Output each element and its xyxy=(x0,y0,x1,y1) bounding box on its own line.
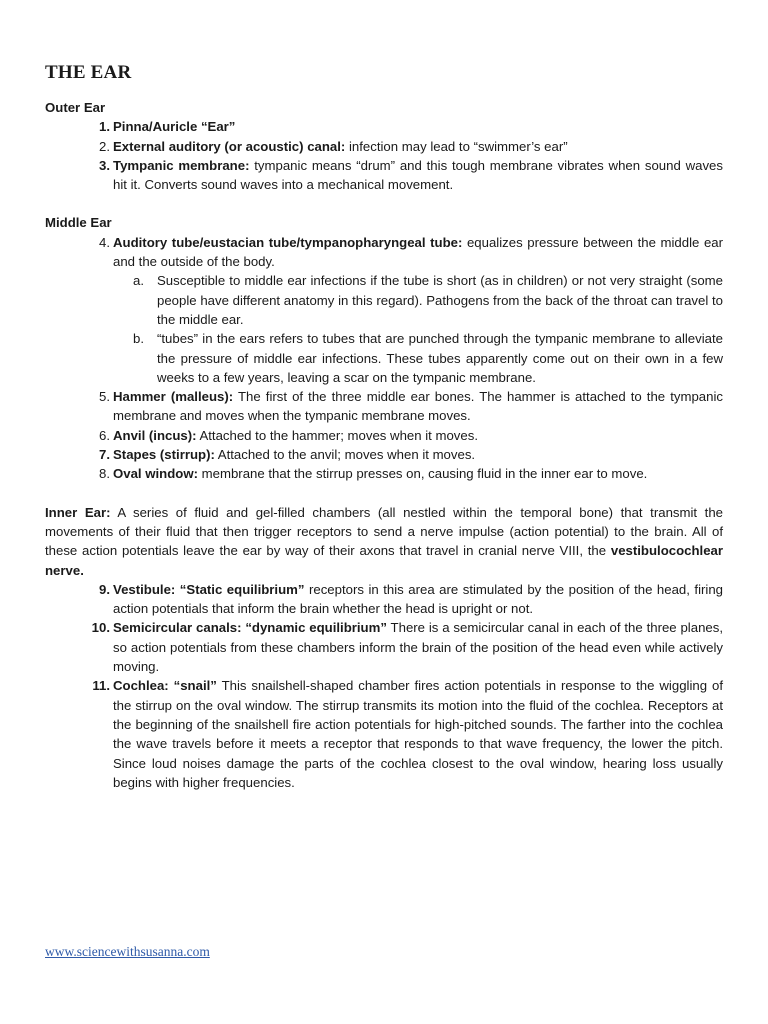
list-item xyxy=(45,117,723,136)
list-item xyxy=(45,580,723,619)
item-text: infection may lead to “swimmer’s ear” xyxy=(345,138,568,154)
website-link[interactable]: www.sciencewithsusanna.com xyxy=(45,944,210,959)
item-term: Anvil (incus): xyxy=(113,427,197,443)
item-text: The first of the three middle ear bones. The hammer is attached to the tympanic membrane and moves when the tympanic membrane moves. xyxy=(113,389,723,424)
item-term: Vestibule: “Static equilibrium” xyxy=(113,581,305,597)
inner-ear-intro-text: A series of fluid and gel-filled chambers (all nestled within the temporal bone) that transmit the movements of their fluid that then trigger receptors to send a nerve impulse (action potential) to the brain. All of these action potentials leave the ear by way of their axons that travel in cranial nerve VIII, the xyxy=(45,504,723,559)
list-item xyxy=(45,156,723,195)
item-number: 4. xyxy=(99,234,110,250)
list-item xyxy=(45,445,723,464)
document-page xyxy=(45,58,723,792)
list-item xyxy=(45,233,723,272)
item-term: Oval window: xyxy=(113,466,198,482)
sub-item-letter: b. xyxy=(133,331,144,347)
page-title: THE EAR xyxy=(45,62,132,83)
sub-item-text: “tubes” in the ears refers to tubes that are punched through the tympanic membrane to alleviate the pressure of middle ear infections. These tubes apparently come out on their own in a few weeks to a few years, leaving a scar on the tympanic membrane. xyxy=(157,331,723,385)
item-number: 6. xyxy=(99,427,110,443)
item-text: equalizes pressure between the middle ear and the outside of the body. xyxy=(113,234,724,270)
sub-list-item xyxy=(45,329,723,387)
list-item xyxy=(45,426,723,445)
item-number: 11. xyxy=(92,678,110,694)
item-number: 9. xyxy=(99,581,110,597)
item-number: 7. xyxy=(99,447,110,463)
item-text: membrane that the stirrup presses on, causing fluid in the inner ear to move. xyxy=(198,466,648,482)
item-text: This snailshell-shaped chamber fires action potentials in response to the wiggling of the stirrup on the oval window. The stirrup transmits its motion into the fluid of the cochlea. Receptors at the beginning of the snailshell fire action potentials for high-pitched sounds. The farther into the cochlea the wave travels before it meets a receptor that responds to that wave frequency, the lower the pitch. Since loud noises damage the parts of the cochlea closest to the oval window, hearing loss usually begins with higher frequencies. xyxy=(113,678,723,790)
item-text: tympanic means “drum” and this tough membrane vibrates when sound waves hit it. Converts sound waves into a mechanical movement. xyxy=(113,157,723,193)
item-text: There is a semicircular canal in each of the three planes, so action potentials from these chambers inform the brain of the position of the head even while actively moving. xyxy=(113,620,724,675)
list-item xyxy=(45,387,723,426)
item-term: Stapes (stirrup): xyxy=(113,447,215,463)
item-number: 1. xyxy=(99,119,110,135)
item-number: 5. xyxy=(99,389,110,405)
item-term: Semicircular canals: “dynamic equilibrium” xyxy=(113,620,387,636)
item-number: 3. xyxy=(99,157,110,173)
item-term: Cochlea: “snail” xyxy=(113,678,217,694)
item-number: 8. xyxy=(99,466,110,482)
list-item xyxy=(45,137,723,156)
list-item xyxy=(45,618,723,676)
item-term: Auditory tube/eustacian tube/tympanopharyngeal tube: xyxy=(113,234,463,250)
list-item xyxy=(45,676,723,792)
item-term: Hammer (malleus): xyxy=(113,389,234,405)
item-number: 2. xyxy=(99,138,110,154)
nerve-name: vestibulocochlear nerve. xyxy=(45,543,723,578)
item-term: External auditory (or acoustic) canal: xyxy=(113,138,346,154)
inner-ear-intro xyxy=(45,503,723,580)
sub-item-text: Susceptible to middle ear infections if the tube is short (as in children) or not very straight (some people have different anatomy in this regard). Pathogens from the back of the throat can travel to the middle ear. xyxy=(157,273,723,327)
item-text: Attached to the hammer; moves when it moves. xyxy=(196,427,478,443)
middle-ear-heading: Middle Ear xyxy=(45,215,112,231)
item-text: receptors in this area are stimulated by the position of the head, firing action potentials that inform the brain whether the head is upright or not. xyxy=(113,581,724,617)
sub-item-letter: a. xyxy=(133,273,144,289)
list-item xyxy=(45,464,723,483)
item-text: Attached to the anvil; moves when it moves. xyxy=(214,447,476,463)
item-term: Pinna/Auricle “Ear” xyxy=(113,119,236,135)
item-number: 10. xyxy=(91,620,110,636)
sub-list-item xyxy=(45,271,723,329)
outer-ear-heading: Outer Ear xyxy=(45,100,106,115)
inner-ear-heading: Inner Ear: xyxy=(45,504,111,520)
item-term: Tympanic membrane: xyxy=(113,157,250,173)
